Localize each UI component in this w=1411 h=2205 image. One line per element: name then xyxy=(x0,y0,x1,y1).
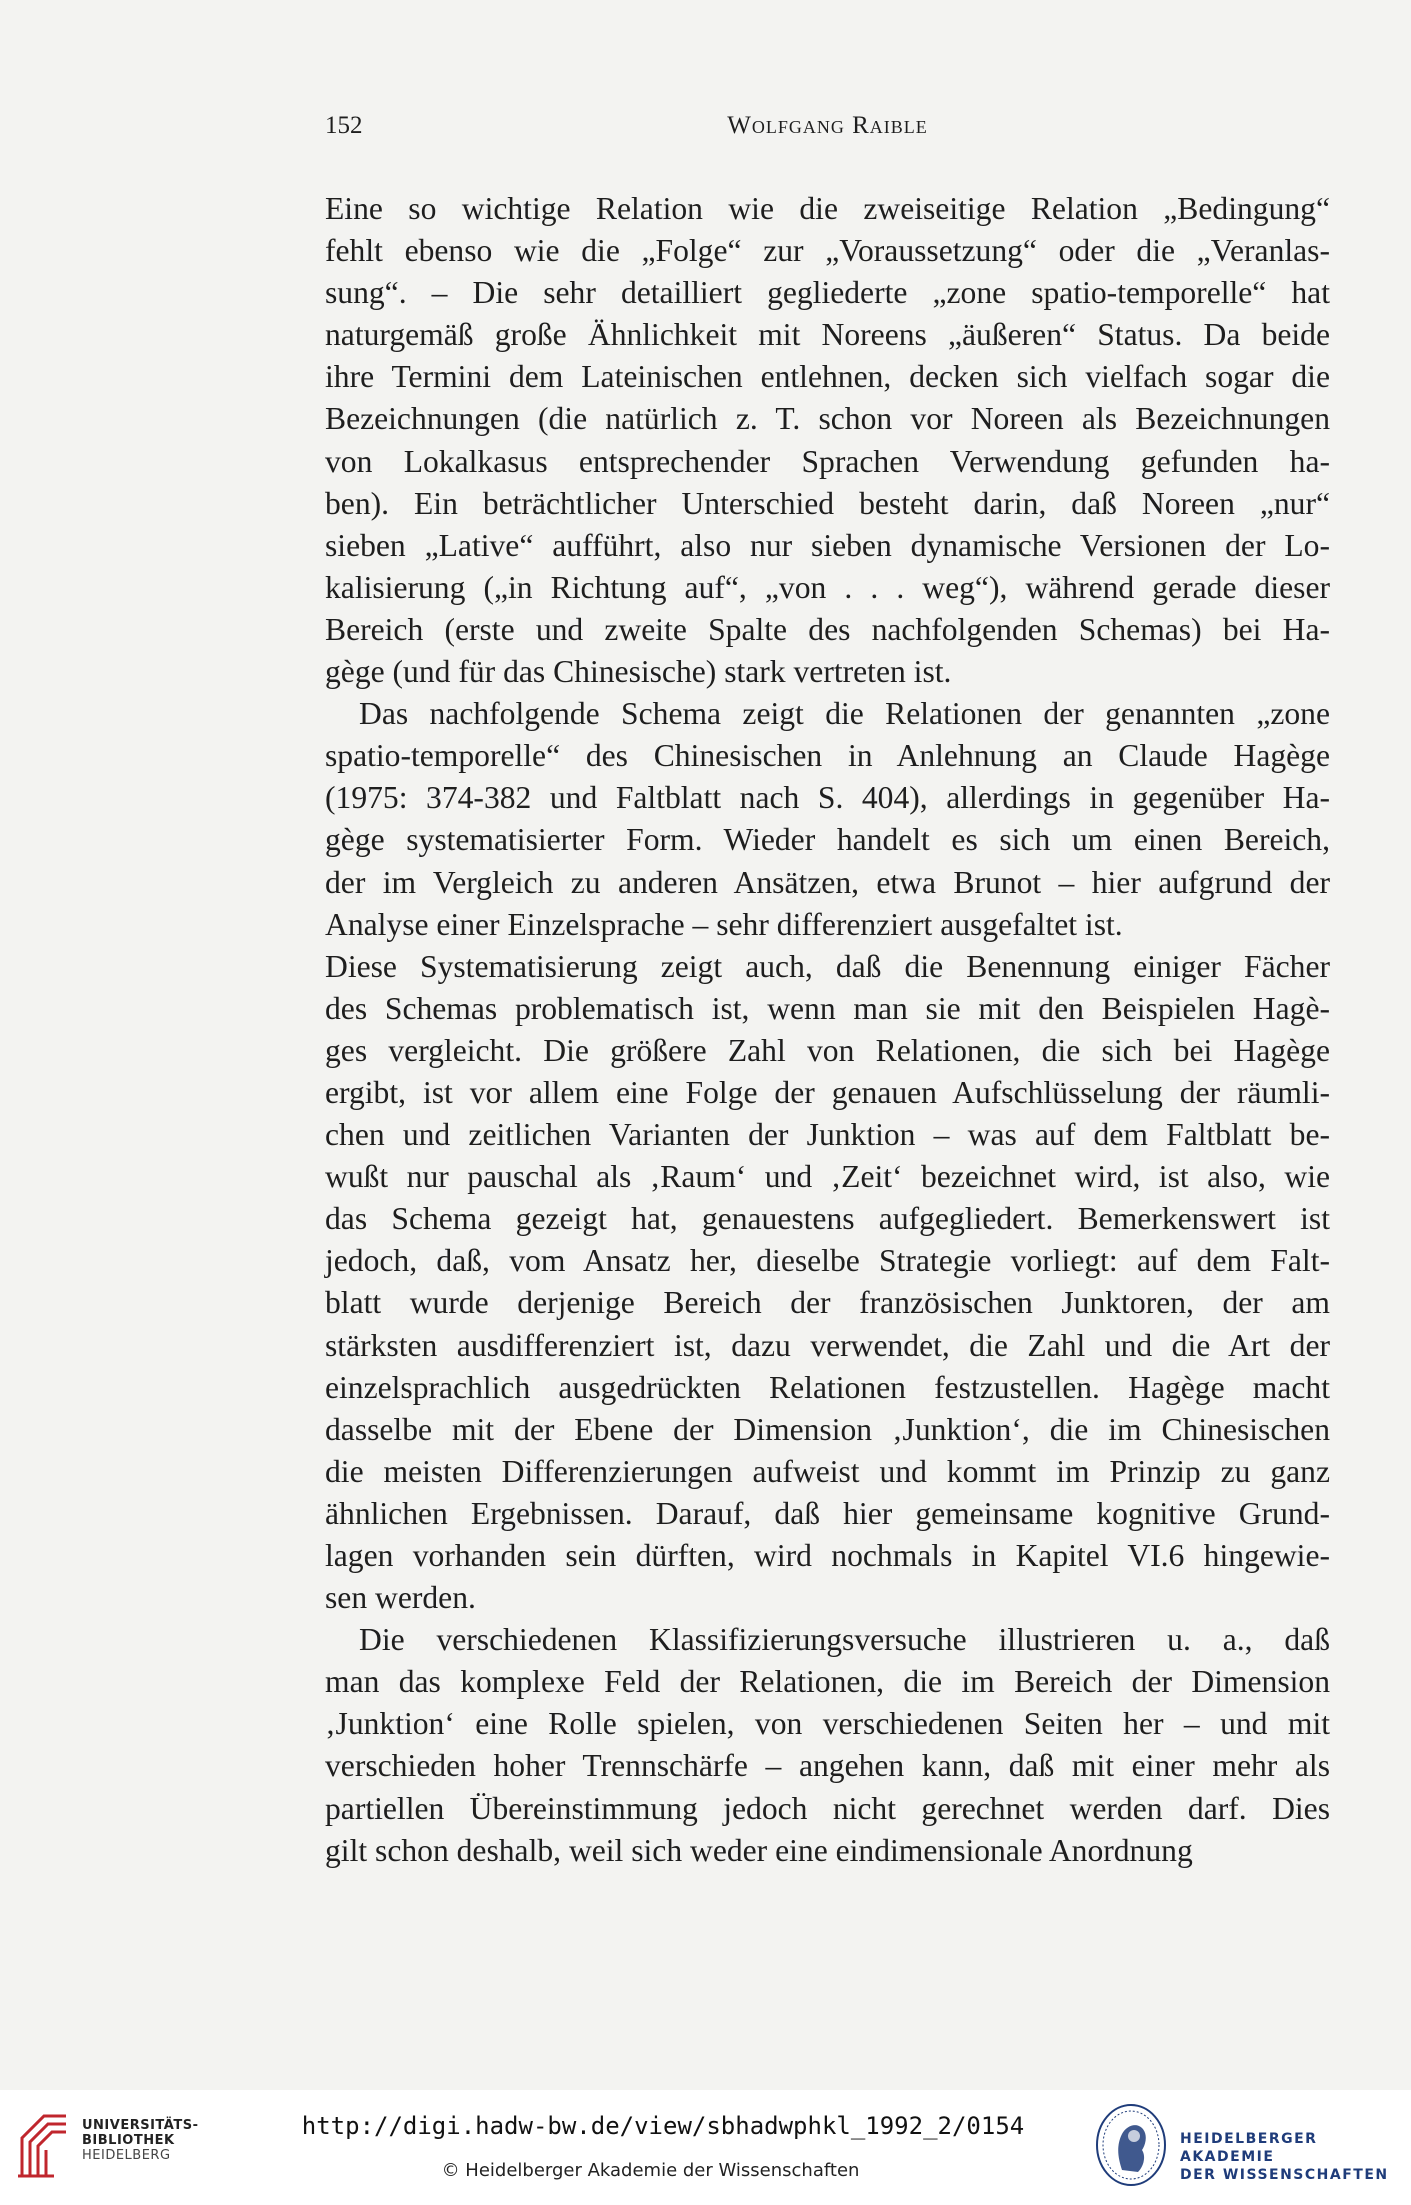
text-line: man das komplexe Feld der Relationen, die im Bereich der Dimension xyxy=(325,1664,1330,1700)
text-line: gège systematisierter Form. Wieder handelt es sich um einen Bereich, xyxy=(325,822,1330,858)
text-line: sen werden. xyxy=(325,1580,476,1616)
hadw-line-1: HEIDELBERGER AKADEMIE xyxy=(1180,2131,1318,2165)
text-line: lagen vorhanden sein dürften, wird nochmals in Kapitel VI.6 hingewie- xyxy=(325,1538,1330,1573)
copyright-notice: © Heidelberger Akademie der Wissenschaften xyxy=(441,2160,860,2181)
text-line: ähnlichen Ergebnissen. Darauf, daß hier gemeinsame kognitive Grund- xyxy=(325,1495,1330,1531)
text-line: blatt wurde derjenige Bereich der französischen Junktoren, der am xyxy=(325,1285,1330,1321)
text-line: ben). Ein beträchtlicher Unterschied besteht darin, daß Noreen „nur“ xyxy=(325,485,1330,521)
running-head: Wolfgang Raible xyxy=(727,112,928,139)
text-line: Bereich (erste und zweite Spalte des nachfolgenden Schemas) bei Ha- xyxy=(325,611,1330,647)
text-line: kalisierung („in Richtung auf“, „von . . . weg“), während gerade dieser xyxy=(325,569,1330,605)
text-line: Bezeichnungen (die natürlich z. T. schon vor Noreen als Bezeichnungen xyxy=(325,401,1330,437)
text-line: ges vergleicht. Die größere Zahl von Relationen, die sich bei Hagège xyxy=(325,1032,1330,1068)
text-line: Das nachfolgende Schema zeigt die Relationen der genannten „zone xyxy=(359,696,1330,732)
text-line: die meisten Differenzierungen aufweist und kommt im Prinzip zu ganz xyxy=(325,1453,1330,1489)
footer-bar xyxy=(0,2090,1411,2205)
text-line: gilt schon deshalb, weil sich weder eine eindimensionale Anordnung xyxy=(325,1832,1193,1868)
text-line: partiellen Übereinstimmung jedoch nicht gerechnet werden darf. Dies xyxy=(325,1790,1330,1826)
text-line: einzelsprachlich ausgedrückten Relationen festzustellen. Hagège macht xyxy=(325,1369,1330,1405)
text-line: wußt nur pauschal als ‚Raum‘ und ‚Zeit‘ bezeichnet wird, ist also, wie xyxy=(325,1159,1330,1195)
text-line: von Lokalkasus entsprechender Sprachen Verwendung gefunden ha- xyxy=(325,443,1330,479)
text-line: fehlt ebenso wie die „Folge“ zur „Voraussetzung“ oder die „Veranlas- xyxy=(325,233,1330,269)
paragraph xyxy=(325,1619,1330,1872)
text-line: Diese Systematisierung zeigt auch, daß die Benennung einiger Fächer xyxy=(325,948,1330,984)
text-line: gège (und für das Chinesische) stark vertreten ist. xyxy=(325,654,952,690)
ub-line-2: BIBLIOTHEK xyxy=(82,2133,175,2148)
paragraph xyxy=(325,946,1330,1620)
text-line: ‚Junktion‘ eine Rolle spielen, von verschiedenen Seiten her – und mit xyxy=(325,1706,1330,1742)
text-line: des Schemas problematisch ist, wenn man sie mit den Beispielen Hagè- xyxy=(325,990,1330,1026)
text-line: ergibt, ist vor allem eine Folge der genauen Aufschlüsselung der räumli- xyxy=(325,1074,1330,1110)
text-line: chen und zeitlichen Varianten der Junktion – was auf dem Faltblatt be- xyxy=(325,1117,1330,1153)
text-line: stärksten ausdifferenziert ist, dazu verwendet, die Zahl und die Art der xyxy=(325,1327,1330,1363)
hadw-name[interactable] xyxy=(1180,2130,1411,2184)
ub-line-3: HEIDELBERG xyxy=(82,2148,171,2163)
text-line: ihre Termini dem Lateinischen entlehnen, decken sich vielfach sogar die xyxy=(325,359,1330,395)
text-line: Analyse einer Einzelsprache – sehr differenziert ausgefaltet ist. xyxy=(325,906,1123,942)
paragraph xyxy=(325,693,1330,946)
paragraph xyxy=(325,188,1330,693)
text-line: (1975: 374-382 und Faltblatt nach S. 404), allerdings in gegenüber Ha- xyxy=(325,780,1330,816)
text-line: Die verschiedenen Klassifizierungsversuche illustrieren u. a., daß xyxy=(359,1622,1330,1658)
text-line: der im Vergleich zu anderen Ansätzen, etwa Brunot – hier aufgrund der xyxy=(325,864,1330,900)
body-text xyxy=(325,188,1330,1872)
text-line: jedoch, daß, vom Ansatz her, dieselbe Strategie vorliegt: auf dem Falt- xyxy=(325,1243,1330,1279)
text-line: das Schema gezeigt hat, genauestens aufgegliedert. Bemerkenswert ist xyxy=(325,1201,1330,1237)
hadw-seal-icon[interactable] xyxy=(1092,2100,1170,2190)
text-line: sung“. – Die sehr detailliert gegliederte „zone spatio-temporelle“ hat xyxy=(325,275,1330,311)
text-line: Eine so wichtige Relation wie die zweiseitige Relation „Bedingung“ xyxy=(325,191,1330,226)
page-number: 152 xyxy=(325,112,363,139)
text-line: sieben „Lative“ aufführt, also nur sieben dynamische Versionen der Lo- xyxy=(325,527,1330,563)
permalink-url[interactable]: http://digi.hadw-bw.de/view/sbhadwphkl_1992_2/0154 xyxy=(301,2112,1025,2140)
text-line: naturgemäß große Ähnlichkeit mit Noreens „äußeren“ Status. Da beide xyxy=(325,317,1330,353)
text-line: verschieden hoher Trennschärfe – angehen kann, daß mit einer mehr als xyxy=(325,1748,1330,1784)
text-line: spatio-temporelle“ des Chinesischen in Anlehnung an Claude Hagège xyxy=(325,738,1330,774)
text-line: dasselbe mit der Ebene der Dimension ‚Junktion‘, die im Chinesischen xyxy=(325,1411,1330,1447)
ub-line-1: UNIVERSITÄTS- xyxy=(82,2118,199,2133)
hadw-line-2: DER WISSENSCHAFTEN xyxy=(1180,2167,1389,2183)
page-header xyxy=(325,112,1330,152)
